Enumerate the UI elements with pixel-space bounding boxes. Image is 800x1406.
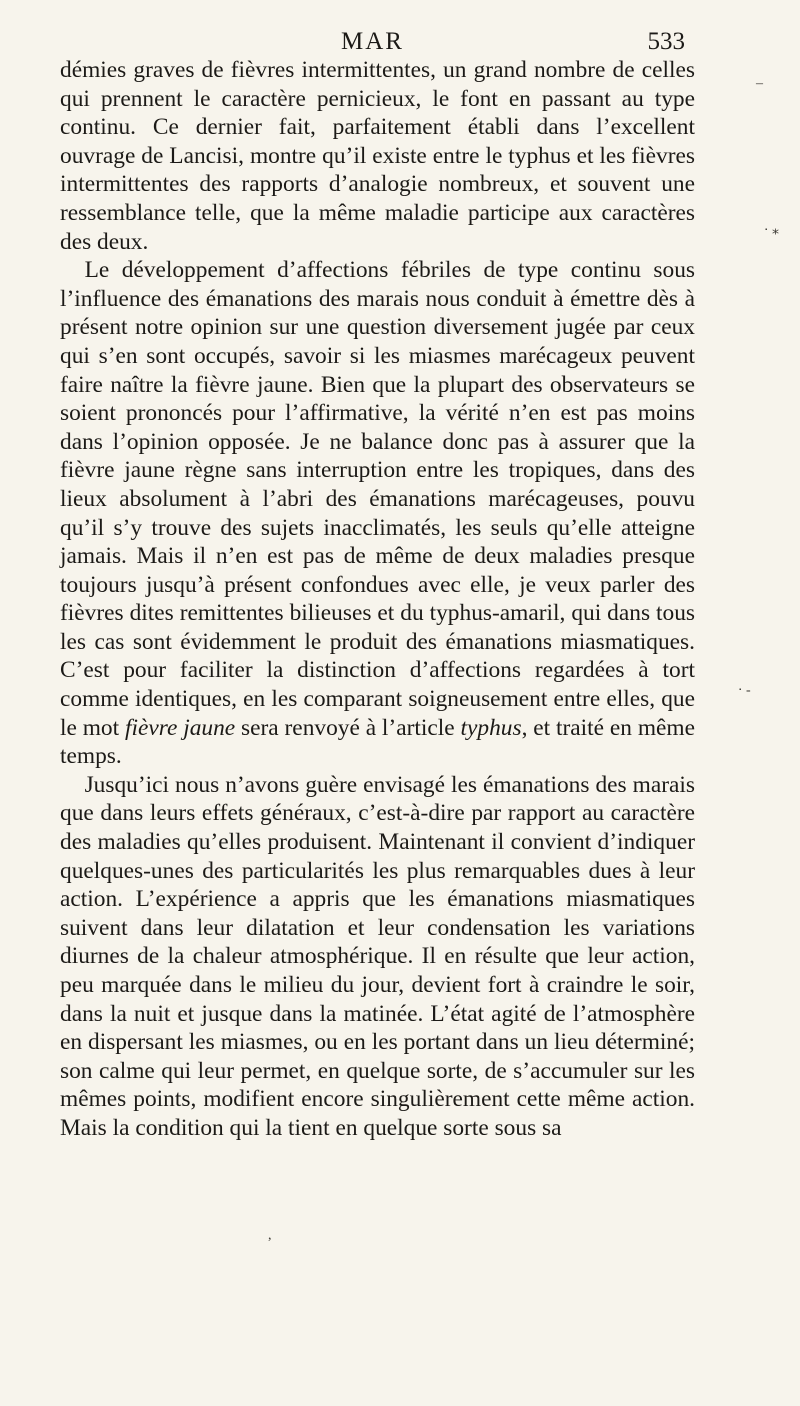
- running-title: MAR: [341, 28, 404, 55]
- paragraph-1-text: démies graves de fièvres intermittentes, un grand nombre de celles qui prennent le caractère pernicieux, le font en passant au type continu. Ce dernier fait, parfaitement établi dans l’excellent ouvrage de Lancisi, montre qu’il existe entre le typhus et les fièvres intermittentes des rapports d’analogie nombreux, et souvent une ressemblance telle, que la même maladie participe aux caractères des deux.: [60, 57, 695, 255]
- paragraph-2-text-c: , et traité en même temps.: [60, 714, 695, 770]
- paragraph-2: [60, 256, 695, 771]
- italic-term-fievre-jaune: fièvre jaune: [124, 714, 236, 741]
- paragraph-3: [60, 771, 695, 1143]
- margin-speck: ,: [268, 1228, 272, 1243]
- paragraph-2-text: Le développement d’affections fébriles de type continu sous l’influence des émanations des marais nous conduit à émettre dès à présent notre opinion sur une question diversement jugée par ceux qui s’en sont occupés, savoir si les miasmes marécageux peuvent faire naître la fièvre jaune. Bien que la plupart des observateurs se soient prononcés pour l’affirmative, la vérité n’en est pas moins dans l’opinion opposée. Je ne balance donc pas à assurer que la fièvre jaune règne sans interruption entre les tropiques, dans des lieux absolument à l’abri des émanations marécageuses, pouvu qu’il s’y trouve des sujets inacclimatés, les seuls qu’elle atteigne jamais. Mais il n’en est pas de même de deux maladies presque toujours jusqu’à présent confondues avec elle, je veux parler des fièvres dites remittentes bilieuses et du typhus-amaril, qui dans tous les cas sont évidemment le produit des émanations miasmatiques. C’est pour faciliter la distinction d’affections regardées à tort comme identiques, en les comparant soigneusement entre elles, que le mot: [60, 257, 695, 741]
- margin-speck: –: [756, 76, 763, 91]
- paragraph-2-text-b: sera renvoyé à l’article: [235, 714, 461, 741]
- paragraph-1: [60, 56, 695, 256]
- page-number: 533: [647, 28, 685, 55]
- paragraph-3-text: Jusqu’ici nous n’avons guère envisagé les émanations des marais que dans leurs effets généraux, c’est-à-dire par rapport au caractère des maladies qu’elles produisent. Maintenant il convient d’indiquer quelques-unes des particularités les plus remarquables dues à leur action. L’expérience a appris que les émanations miasmatiques suivent dans leur dilatation et leur condensation les variations diurnes de la chaleur atmosphérique. Il en résulte que leur action, peu marquée dans le milieu du jour, devient fort à craindre le soir, dans la nuit et jusque dans la matinée. L’état agité de l’atmosphère en dispersant les miasmes, ou en les portant dans un lieu déterminé; son calme qui leur permet, en quelque sorte, de s’accumuler sur les mêmes points, modifient encore singulièrement cette même action. Mais la condition qui la tient en quelque sorte sous sa: [60, 771, 695, 1141]
- body-text: [60, 56, 695, 1143]
- italic-term-typhus: typhus: [460, 714, 522, 741]
- margin-speck: ⋅ -: [738, 683, 751, 698]
- margin-speck: ⋅ ⁎: [764, 223, 779, 238]
